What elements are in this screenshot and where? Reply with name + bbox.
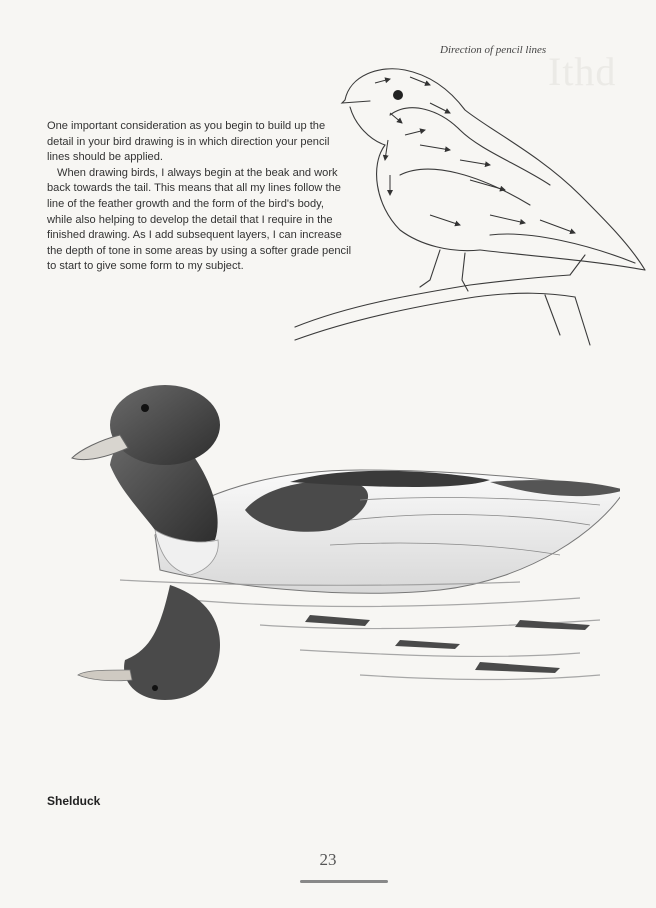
robin-pencil-direction-drawing	[290, 55, 650, 355]
paragraph-2: When drawing birds, I always begin at the beak and work back towards the tail. This means that all my lines follow the line of the feather growth and the form of the bird's body, while also helping to develop the detail that I require in the finished drawing. As I add subsequent layers, I can increase the depth of tone in some areas by using a softer grade pencil to start to give some form to my subject.	[47, 166, 352, 273]
shelduck-illustration	[60, 370, 620, 750]
diagram-caption: Direction of pencil lines	[440, 44, 547, 56]
page-number-rule	[300, 880, 388, 883]
species-label: Shelduck	[47, 794, 101, 808]
page-number: 23	[319, 850, 337, 869]
paragraph-1: One important consideration as you begin to build up the detail in your bird drawing is in which direction your pencil lines should be applied.	[47, 120, 330, 164]
faded-running-header: Ithd	[548, 49, 617, 94]
